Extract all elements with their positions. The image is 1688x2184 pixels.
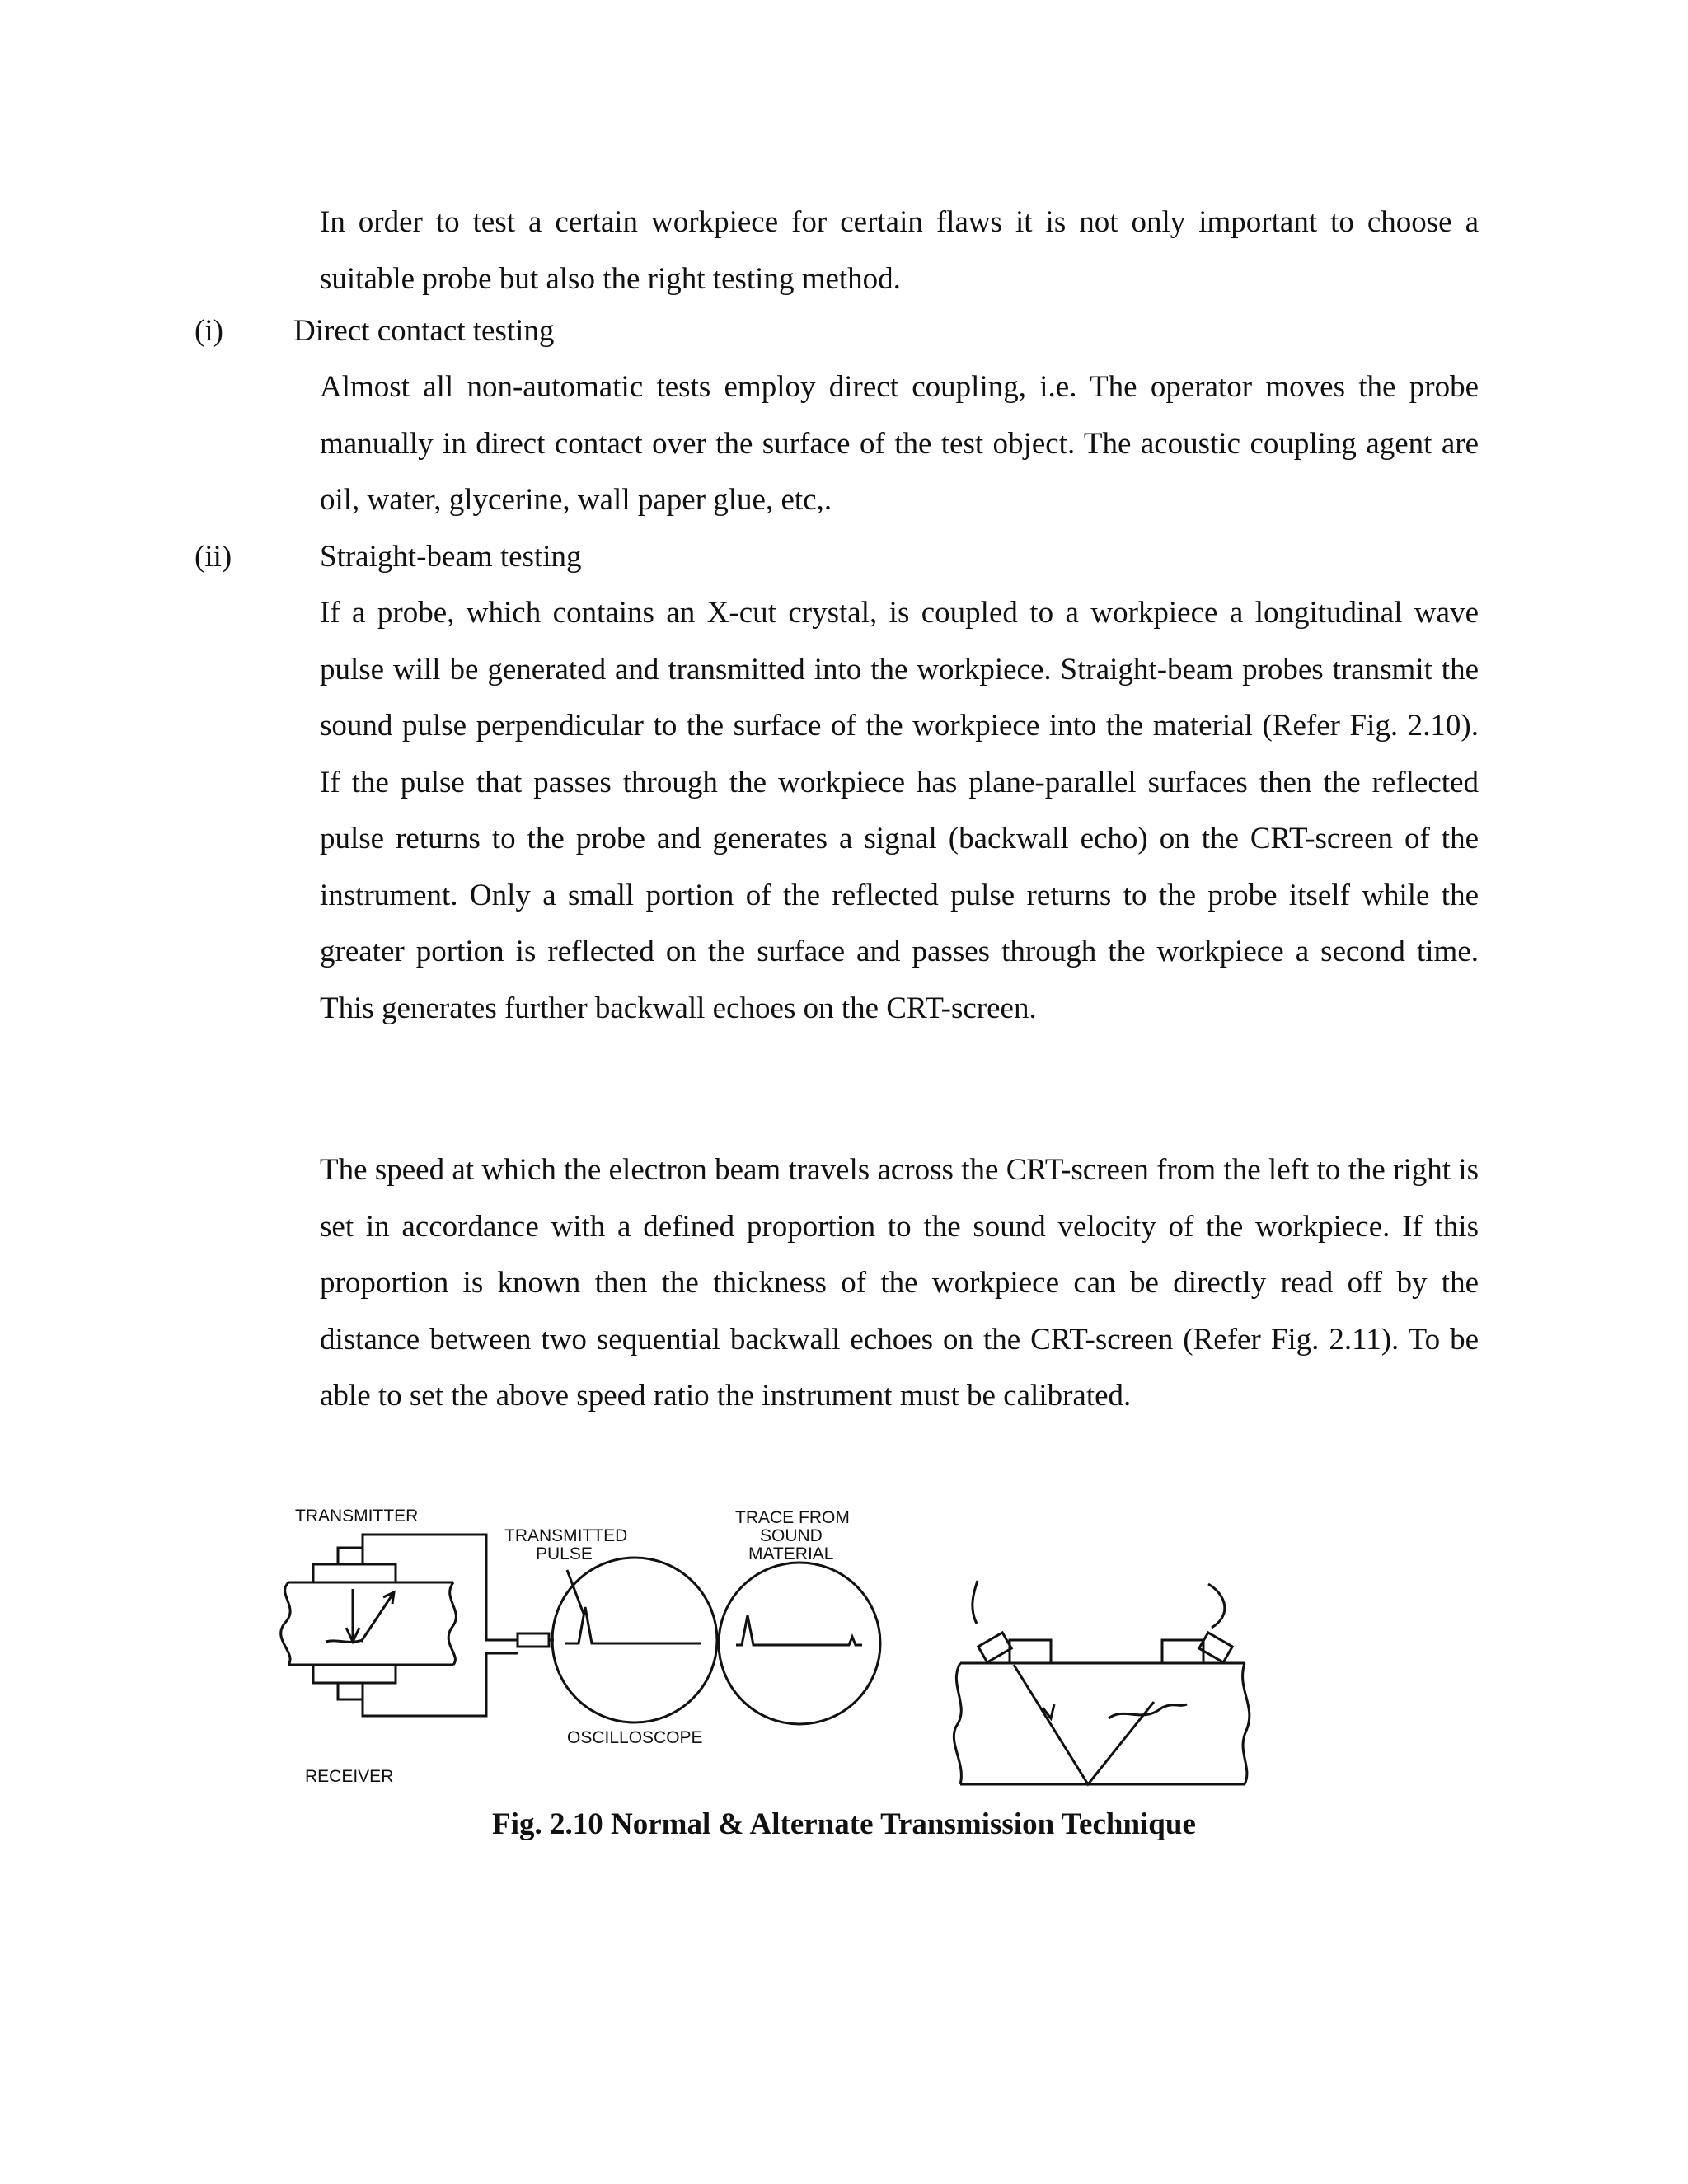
trace-label: SOUND <box>760 1526 823 1545</box>
body-paragraph: The speed at which the electron beam travels across the CRT-screen from the left to the right is set in accordance with a defined proportion to the sound velocity of the workpiece. If this proportion is known then the thickness of the workpiece can be directly read off by the distance between two sequential backwall echoes on the CRT-screen (Refer Fig. 2.11). To be able to set the above speed ratio the instrument must be calibrated. <box>320 1153 1479 1413</box>
section-text: Almost all non-automatic tests employ direct coupling, i.e. The operator moves the probe manually in direct contact over the surface of the test object. The acoustic coupling agent are oil, water, glycerine, wall paper glue, etc,. <box>320 370 1479 517</box>
section-heading: Direct contact testing <box>293 314 555 348</box>
section-text: If a probe, which contains an X-cut crystal, is coupled to a workpiece a longitudinal wave pulse will be generated and transmitted into the workpiece. Straight-beam probes transmit the sound pulse perpendicular to the surface of the workpiece into the material (Refer Fig. 2.10). If the pulse that passes through the workpiece has plane-parallel surfaces then the reflected pulse returns to the probe and generates a signal (backwall echo) on the CRT-screen of the instrument. Only a small portion of the reflected pulse returns to the probe itself while the greater portion is reflected on the surface and passes through the workpiece a second time. This generates further backwall echoes on the CRT-screen. <box>320 596 1479 1025</box>
trace-label: TRACE FROM <box>735 1508 850 1527</box>
trace-label: MATERIAL <box>748 1544 834 1563</box>
transmitted-pulse-label: TRANSMITTED <box>504 1526 628 1545</box>
intro-paragraph: In order to test a certain workpiece for certain flaws it is not only important to choose a suitable probe but also the right testing method. <box>320 205 1479 296</box>
transmitted-pulse-label: PULSE <box>536 1544 593 1563</box>
section-heading: Straight-beam testing <box>320 540 582 574</box>
section-number: (ii) <box>195 540 232 574</box>
section-number: (i) <box>195 314 223 348</box>
receiver-label: RECEIVER <box>305 1767 394 1786</box>
figure-caption: Fig. 2.10 Normal & Alternate Transmission Technique <box>492 1807 1196 1841</box>
transmitter-label: TRANSMITTER <box>295 1507 419 1526</box>
oscilloscope-label: OSCILLOSCOPE <box>567 1728 703 1747</box>
transmission-technique-figure <box>0 1492 1688 1805</box>
